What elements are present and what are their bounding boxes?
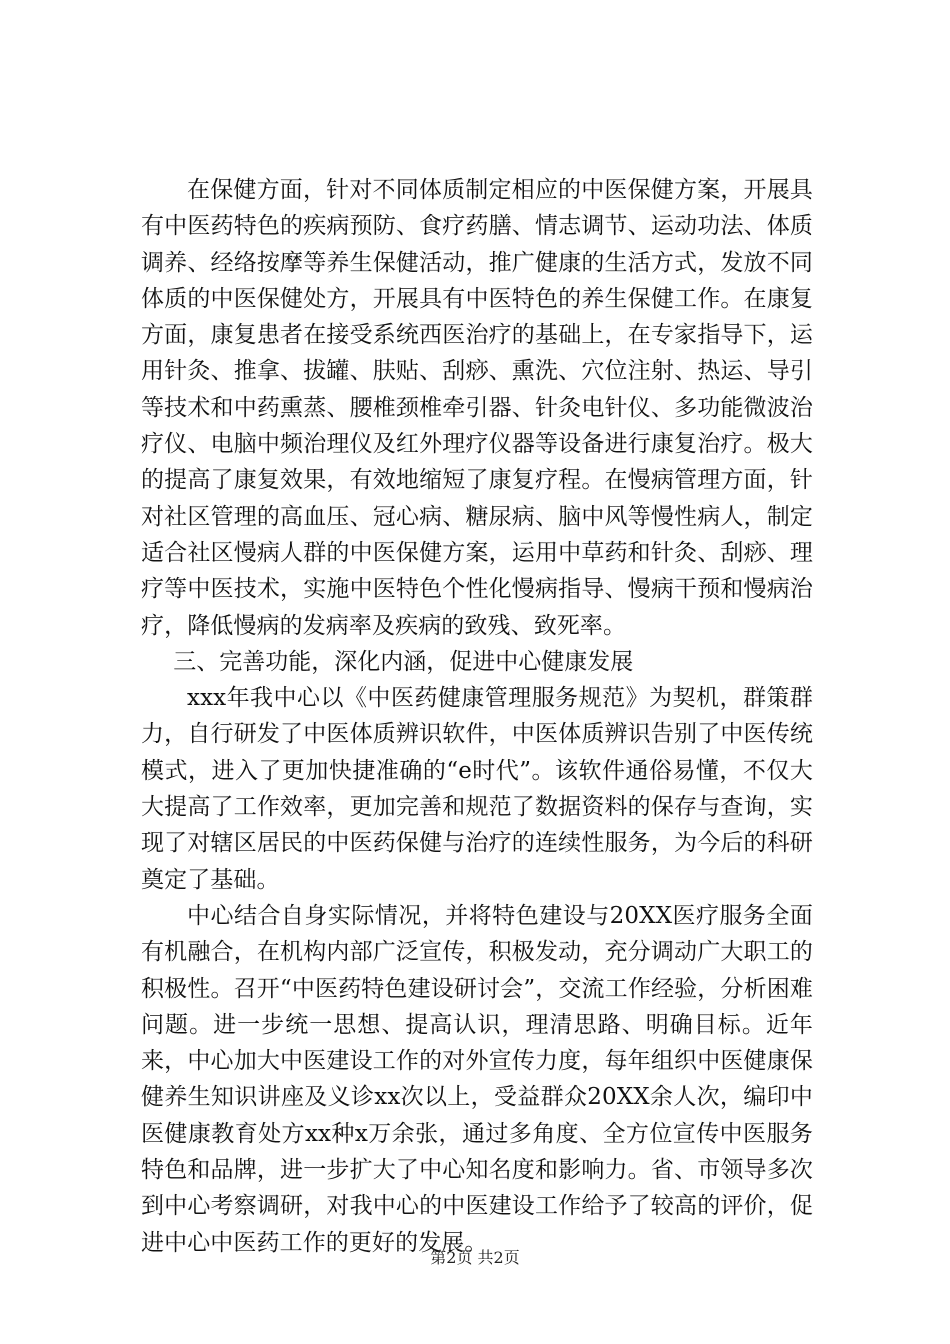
page-footer: 第2页 共2页: [430, 1248, 520, 1267]
paragraph-health-care: 在保健方面，针对不同体质制定相应的中医保健方案，开展具有中医药特色的疾病预防、食疗药膳、情志调节、运动功法、体质调养、经络按摩等养生保健活动，推广健康的生活方式，发放不同体质的中医保健处方，开展具有中医特色的养生保健工作。在康复方面，康复患者在接受系统西医治疗的基础上，在专家指导下，运用针灸、推拿、拔罐、肤贴、刮痧、熏洗、穴位注射、热运、导引等技术和中药熏蒸、腰椎颈椎牵引器、针灸电针仪、多功能微波治疗仪、电脑中频治理仪及红外理疗仪器等设备进行康复治疗。极大的提高了康复效果，有效地缩短了康复疗程。在慢病管理方面，针对社区管理的高血压、冠心病、糖尿病、脑中风等慢性病人，制定适合社区慢病人群的中医保健方案，运用中草药和针灸、刮痧、理疗等中医技术，实施中医特色个性化慢病指导、慢病干预和慢病治疗，降低慢病的发病率及疾病的致残、致死率。: [141, 177, 813, 639]
paragraph-publicity: 中心结合自身实际情况，并将特色建设与20XX医疗服务全面有机融合，在机构内部广泛宣传，积极发动，充分调动广大职工的积极性。召开“中医药特色建设研讨会”，交流工作经验，分析困难问题。进一步统一思想、提高认识，理清思路、明确目标。近年来，中心加大中医建设工作的对外宣传力度，每年组织中医健康保健养生知识讲座及义诊xx次以上，受益群众20XX余人次，编印中医健康教育处方xx种x万余张，通过多角度、全方位宣传中医服务特色和品牌，进一步扩大了中心知名度和影响力。省、市领导多次到中心考察调研，对我中心的中医建设工作给予了较高的评价，促进中心中医药工作的更好的发展。: [141, 902, 813, 1256]
paragraph-software: xxx年我中心以《中医药健康管理服务规范》为契机，群策群力，自行研发了中医体质辨识软件，中医体质辨识告别了中医传统模式，进入了更加快捷准确的“e时代”。该软件通俗易懂，不仅大大提高了工作效率，更加完善和规范了数据资料的保存与查询，实现了对辖区居民的中医药保健与治疗的连续性服务，为今后的科研奠定了基础。: [141, 685, 813, 893]
section-heading-3: 三、完善功能，深化内涵，促进中心健康发展: [173, 648, 634, 675]
document-body: [141, 172, 813, 1261]
